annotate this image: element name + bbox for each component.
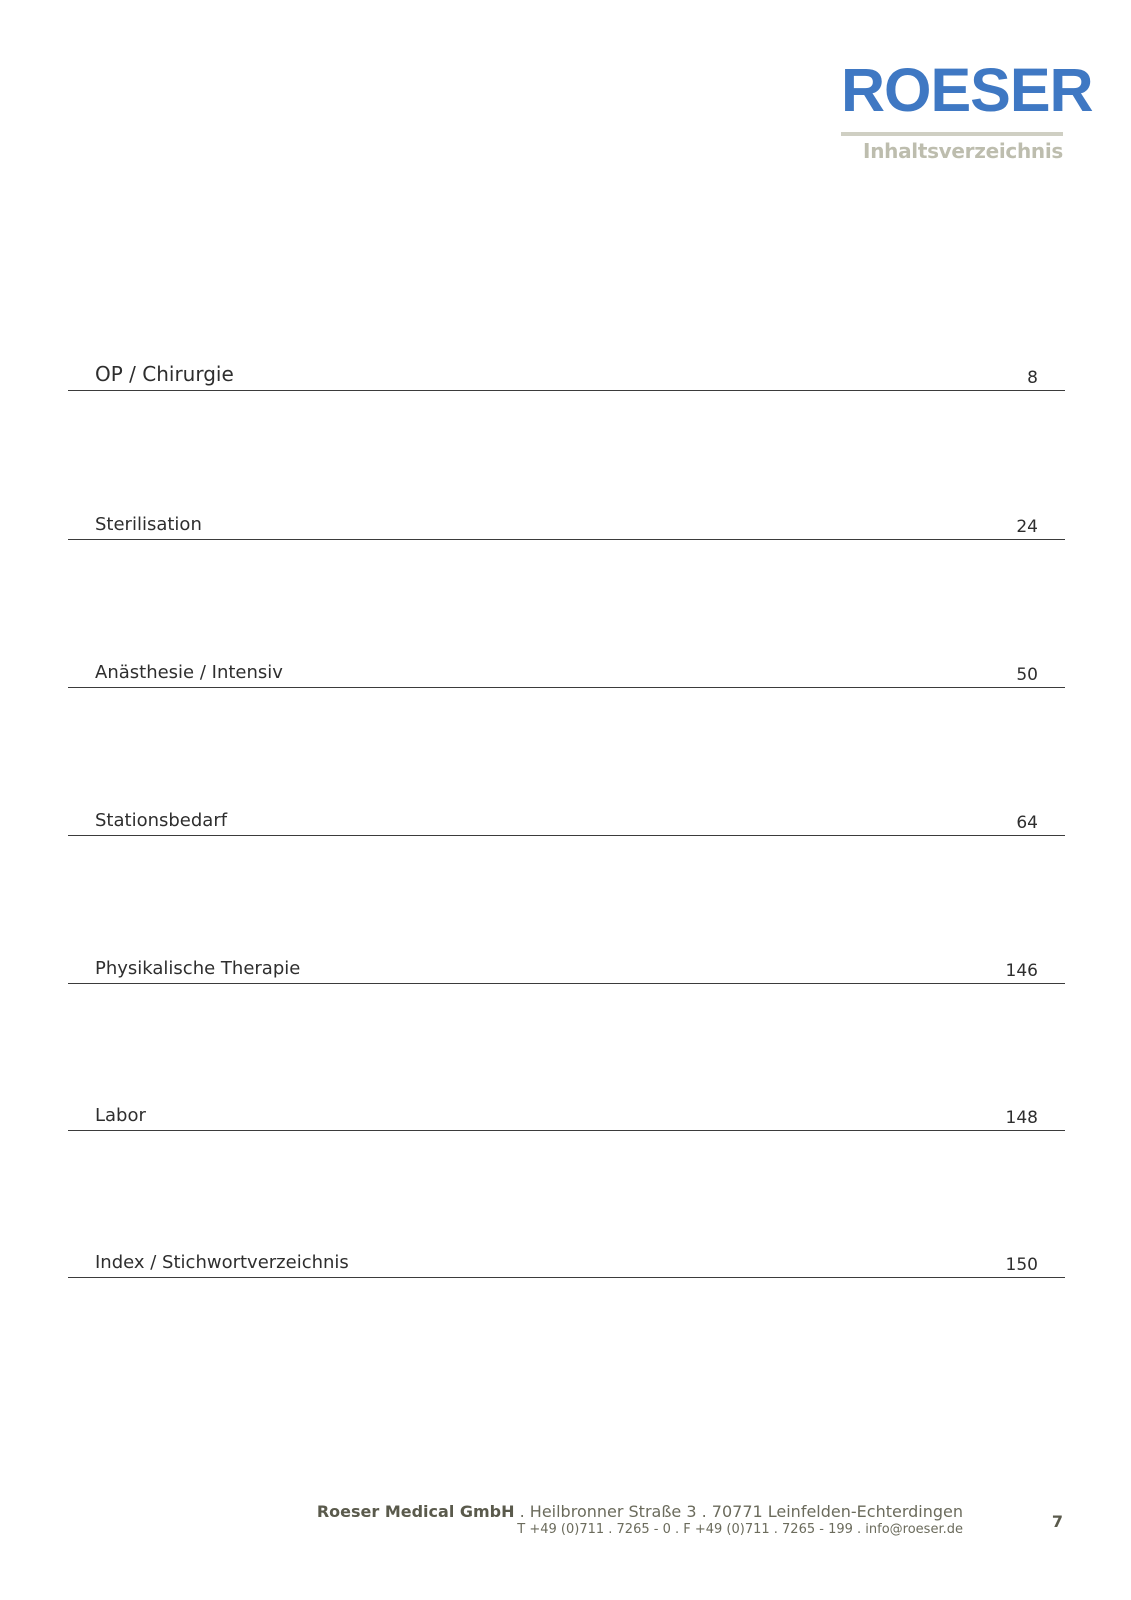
toc-entry-page: 150 bbox=[1005, 1255, 1038, 1275]
toc-entry-index[interactable] bbox=[68, 1245, 1065, 1278]
page-title: Inhaltsverzeichnis bbox=[863, 139, 1063, 163]
page-number: 7 bbox=[1051, 1512, 1063, 1531]
toc-entry-page: 50 bbox=[1016, 665, 1038, 685]
toc-entry-title: Physikalische Therapie bbox=[95, 958, 301, 979]
toc-entry-page: 146 bbox=[1005, 961, 1038, 981]
toc-entry-title: Index / Stichwortverzeichnis bbox=[95, 1252, 349, 1273]
toc-entry-op-chirurgie[interactable] bbox=[68, 358, 1065, 391]
toc-entry-sterilisation[interactable] bbox=[68, 507, 1065, 540]
toc-entry-anaesthesie[interactable] bbox=[68, 655, 1065, 688]
footer-contact: T +49 (0)711 . 7265 - 0 . F +49 (0)711 . 7265 - 199 . info@roeser.de bbox=[517, 1522, 963, 1537]
footer-company: Roeser Medical GmbH bbox=[316, 1502, 515, 1521]
toc-entry-title: Stationsbedarf bbox=[95, 810, 228, 831]
footer-address-line bbox=[317, 1502, 963, 1522]
footer bbox=[317, 1502, 963, 1538]
toc-entry-physikalische-therapie[interactable] bbox=[68, 951, 1065, 984]
toc-entry-page: 64 bbox=[1016, 813, 1038, 833]
brand-block bbox=[841, 56, 1093, 163]
toc-entry-title: OP / Chirurgie bbox=[95, 362, 234, 386]
toc-entry-page: 24 bbox=[1016, 517, 1038, 537]
toc-entry-title: Anästhesie / Intensiv bbox=[95, 662, 283, 683]
brand-logo-text: ROESER bbox=[841, 56, 1093, 124]
toc-entry-title: Labor bbox=[95, 1105, 146, 1126]
toc-entry-stationsbedarf[interactable] bbox=[68, 803, 1065, 836]
toc-entry-title: Sterilisation bbox=[95, 514, 202, 535]
brand-divider bbox=[841, 132, 1063, 136]
footer-address: . Heilbronner Straße 3 . 70771 Leinfelden-Echterdingen bbox=[514, 1502, 963, 1521]
toc-entry-labor[interactable] bbox=[68, 1098, 1065, 1131]
toc-entry-page: 148 bbox=[1005, 1108, 1038, 1128]
toc-entry-page: 8 bbox=[1027, 368, 1038, 388]
